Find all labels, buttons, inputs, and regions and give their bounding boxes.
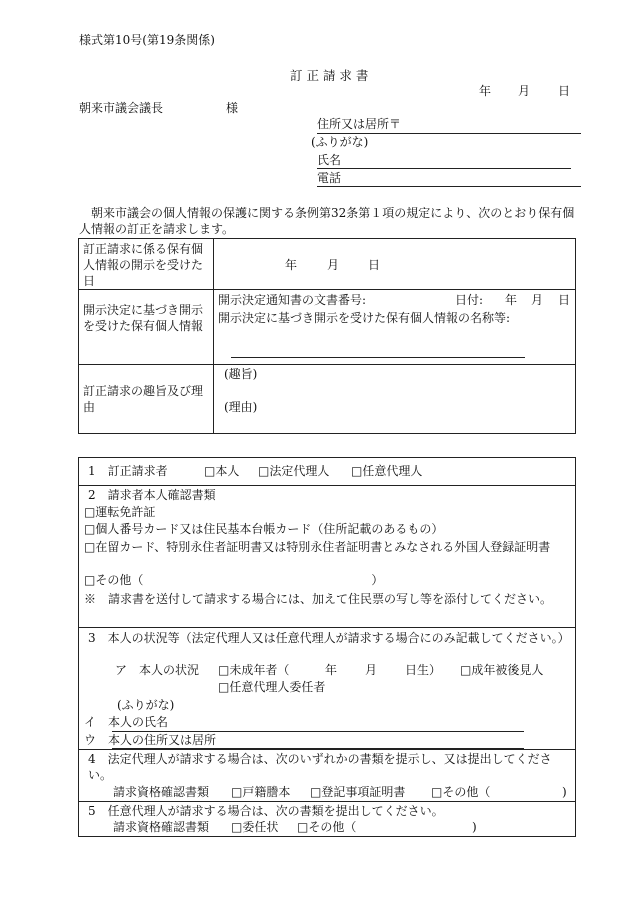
name-underline [317,168,571,169]
addressee-name: 朝来市議会議長 [79,101,164,115]
requester-name-label: 氏名 [317,153,342,167]
s5-option-power-of-attorney[interactable]: □委任状 [231,820,279,834]
date-year: 年 [479,84,492,98]
requester-address-label: 住所又は居所〒 [317,117,402,131]
table2-divider-3 [78,749,576,750]
s2-item-other[interactable]: □その他（ ） [84,573,384,587]
row2-label: 開示決定に基づき開示を受けた保有個人情報 [83,303,204,333]
table2-divider-2 [78,627,576,628]
s2-item-license[interactable]: □運転免許証 [84,505,156,519]
s3-option-ward[interactable]: □成年被後見人 [460,663,544,677]
table1-row-divider-1 [78,289,576,290]
s3-heading: 3 本人の状況等（法定代理人又は任意代理人が請求する場合にのみ記載してください。） [88,631,570,645]
s5-option-other[interactable]: □その他（ [297,820,357,834]
form-number: 様式第10号(第19条関係) [79,33,215,47]
date-day: 日 [558,84,571,98]
s3-status-label: ア 本人の状況 [115,663,200,677]
s5-doc-label: 請求資格確認書類 [113,820,210,834]
s3-name-underline [112,731,524,732]
row3-label: 訂正請求の趣旨及び理由 [83,384,204,414]
s4-heading: 4 法定代理人が請求する場合は、次のいずれかの書類を提示し、又は提出してください。 [88,752,552,782]
intro-text: 朝来市議会の個人情報の保護に関する条例第32条第１項の規定により、次のとおり保有個人情報の訂正を請求します。 [79,206,575,236]
s2-heading: 2 請求者本人確認書類 [88,488,216,502]
row2-underline [231,357,525,358]
s3-birth-month: 月 [365,663,378,677]
row1-month: 月 [327,258,340,272]
table2-divider-4 [78,801,576,802]
s2-note: ※ 請求書を送付して請求する場合には、加えて住民票の写し等を添付してください。 [84,592,553,606]
s4-option-family-register[interactable]: □戸籍謄本 [231,785,291,799]
row1-day: 日 [368,258,381,272]
requester-phone-label: 電話 [317,171,342,185]
s3-address-label: ウ 本人の住所又は居所 [84,733,217,747]
s4-doc-label: 請求資格確認書類 [113,785,210,799]
table1-row-divider-2 [78,364,576,365]
s3-name-label: イ 本人の氏名 [84,715,169,729]
s1-option-voluntary-agent[interactable]: □任意代理人 [351,464,423,478]
s3-birth-year: 年 [325,663,338,677]
row2-doc-number: 開示決定通知書の文書番号: [218,293,367,307]
s3-address-underline [112,748,524,749]
s3-birth-day: 日生） [405,663,442,677]
s2-item-mynumber[interactable]: □個人番号カード又は住民基本台帳カード（住所記載のあるもの） [84,522,444,536]
row3-purpose: (趣旨) [224,367,258,381]
row2-month: 月 [531,293,544,307]
phone-underline [317,186,581,187]
row2-year: 年 [505,293,518,307]
row2-name-line: 開示決定に基づき開示を受けた保有個人情報の名称等: [218,311,511,325]
s1-option-self[interactable]: □本人 [204,464,240,478]
s4-option-other[interactable]: □その他（ [431,785,491,799]
page-title: 訂 正 請 求 書 [290,68,369,83]
date-month: 月 [518,84,531,98]
row2-date-label: 日付: [455,293,484,307]
s3-option-minor[interactable]: □未成年者（ [218,663,290,677]
s2-item-residence-card[interactable]: □在留カード、特別永住者証明書又は特別永住者証明書とみなされる外国人登録証明書 [84,540,551,554]
s4-close-paren: ) [562,785,567,799]
s1-heading: 1 訂正請求者 [88,464,168,478]
table2-divider-1 [78,485,576,486]
s5-heading: 5 任意代理人が請求する場合は、次の書類を提出してください。 [88,804,444,818]
table1-divider [213,238,214,434]
s3-furigana-label: (ふりがな) [117,698,175,712]
row1-year: 年 [285,258,298,272]
row2-day: 日 [558,293,571,307]
s5-close-paren: ) [472,820,477,834]
s1-option-legal-agent[interactable]: □法定代理人 [258,464,330,478]
requester-furigana-label: (ふりがな) [311,135,369,149]
s3-option-principal[interactable]: □任意代理人委任者 [218,680,326,694]
address-underline [317,133,581,134]
row1-label: 訂正請求に係る保有個人情報の開示を受けた日 [83,242,204,288]
addressee-honorific: 様 [226,101,239,115]
s4-option-registry-cert[interactable]: □登記事項証明書 [310,785,406,799]
row3-reason: (理由) [224,400,258,414]
